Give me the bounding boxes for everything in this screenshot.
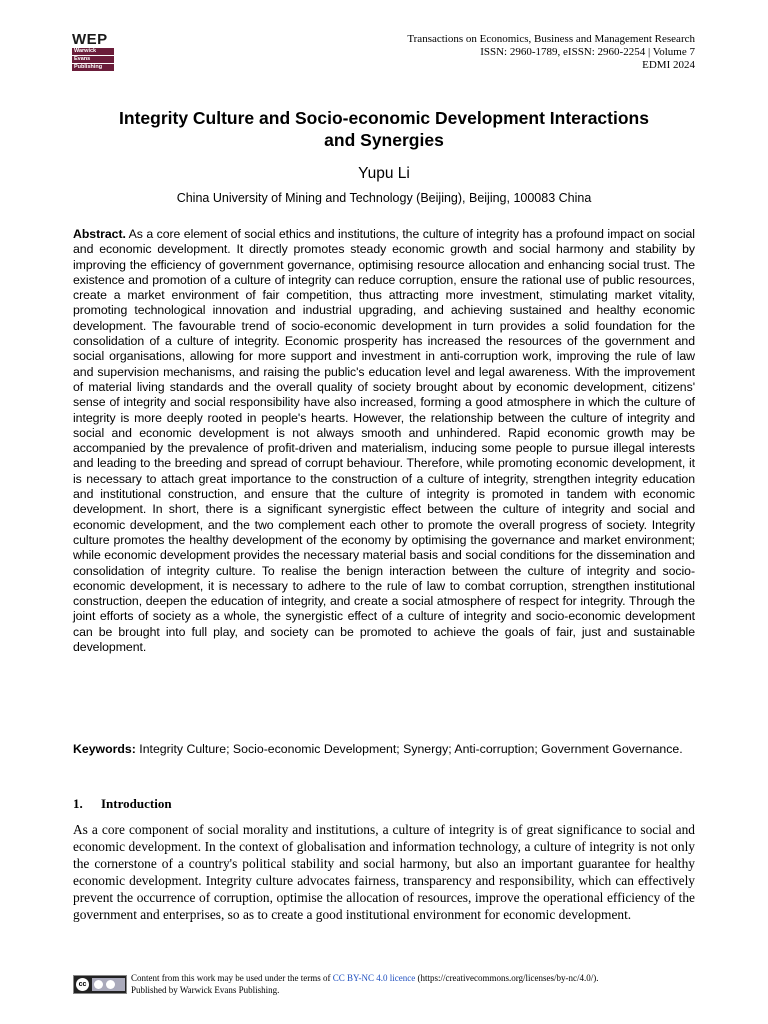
logo-line-3: Publishing xyxy=(72,64,114,71)
paper-affiliation: China University of Mining and Technology (Beijing), Beijing, 100083 China xyxy=(176,191,592,205)
logo-wordmark: WEP xyxy=(72,31,108,48)
cc-by-icon xyxy=(94,980,103,989)
logo-line-2: Evans xyxy=(72,56,114,63)
paper-title-line-1: Integrity Culture and Socio-economic Development Interactions xyxy=(119,108,649,128)
abstract-label: Abstract. xyxy=(73,227,126,241)
license-text xyxy=(131,973,701,996)
section-heading-introduction xyxy=(73,796,172,812)
journal-event: EDMI 2024 xyxy=(642,59,695,71)
keywords xyxy=(73,742,695,757)
license-link[interactable]: CC BY-NC 4.0 licence xyxy=(332,973,416,983)
introduction-paragraph: As a core component of social morality and institutions, a culture of integrity is of great significance to social and economic development. In the context of globalisation and information technology, a culture of integrity is not only the cornerstone of a country's political stability and social harmony, but also an important guarantee for healthy economic development. Integrity culture advocates fairness, transparency and responsibility, which can effectively prevent the occurrence of corruption, optimise the allocation of resources, improve the operational efficiency of the government and enterprises, so as to create a good institutional environment for economic development. xyxy=(73,822,695,923)
cc-nc-icon xyxy=(106,980,115,989)
abstract xyxy=(73,227,695,655)
publisher-logo xyxy=(72,32,116,71)
journal-header xyxy=(407,33,695,72)
license-url: (https://creativecommons.org/licenses/by-nc/4.0/). xyxy=(417,973,599,983)
paper-title xyxy=(60,107,708,151)
journal-issn: ISSN: 2960-1789, eISSN: 2960-2254 | Volume 7 xyxy=(480,46,695,58)
keywords-label: Keywords: xyxy=(73,742,136,756)
cc-circle-icon: cc xyxy=(76,978,89,991)
license-prefix: Content from this work may be used under the terms of xyxy=(131,973,331,983)
logo-line-1: Warwick xyxy=(72,48,114,55)
cc-license-icon[interactable] xyxy=(73,975,127,994)
paper-title-line-2: and Synergies xyxy=(324,130,444,150)
keywords-text: Integrity Culture; Socio-economic Development; Synergy; Anti-corruption; Government Governance. xyxy=(139,742,683,756)
paper-author: Yupu Li xyxy=(358,165,410,182)
license-publisher: Published by Warwick Evans Publishing. xyxy=(131,984,280,995)
abstract-text: As a core element of social ethics and institutions, the culture of integrity has a profound impact on social and economic development. It directly promotes steady economic growth and social harmony and stability by improving the efficiency of government governance, optimising resource allocation and enhancing social trust. The existence and promotion of a culture of integrity can reduce corruption, ensure the rational use of public resources, create a market environment of fair competition, thus attracting more investment, stimulating market vitality, promoting technological innovation and industrial upgrading, and achieving sustained and healthy economic development. The favourable trend of socio-economic development in turn provides a solid foundation for the consolidation of a culture of integrity. Economic prosperity has increased the resources of the government and social organisations, allowing for more support and investment in anti-corruption work, improving the rule of law and supervision mechanisms, and raising the public's education level and legal awareness. With the improvement of material living standards and the overall quality of society brought about by economic development, citizens' sense of integrity and social responsibility have also increased, forming a good atmosphere in which the culture of integrity is more deeply rooted in people's hearts. However, the relationship between the culture of integrity and social and economic development is not always smooth and unhindered. Rapid economic growth may be accompanied by the prevalence of profit-driven and materialism, inducing some people to pursue illegal interests and leading to the breeding and spread of corrupt behaviour. Therefore, while promoting economic development, it is necessary to attach great importance to the construction of a culture of integrity, strengthen integrity education and institutional construction, and ensure that the culture of integrity is promoted in tandem with economic development. In short, there is a significant synergistic effect between the culture of integrity and social and economic development, and the two complement each other to promote the overall progress of society. Integrity culture promotes the healthy development of the economy by optimising the governance and market environment; while economic development provides the necessary material basis and social conditions for the dissemination and consolidation of integrity culture. To realise the benign interaction between the culture of integrity and socio-economic development, it is necessary to adhere to the rule of law to combat corruption, strengthen institutional construction, deepen the education of integrity, and create a social atmosphere of respect for integrity. Through the joint efforts of society as a whole, the synergistic effect of a culture of integrity and socio-economic development can be brought into full play, and society can be promoted to achieve the goals of fair, just and sustainable development. xyxy=(73,227,695,655)
section-title: Introduction xyxy=(101,796,172,811)
license-line-1 xyxy=(131,973,701,985)
journal-name: Transactions on Economics, Business and Management Research xyxy=(407,33,695,45)
section-number: 1. xyxy=(73,796,83,811)
